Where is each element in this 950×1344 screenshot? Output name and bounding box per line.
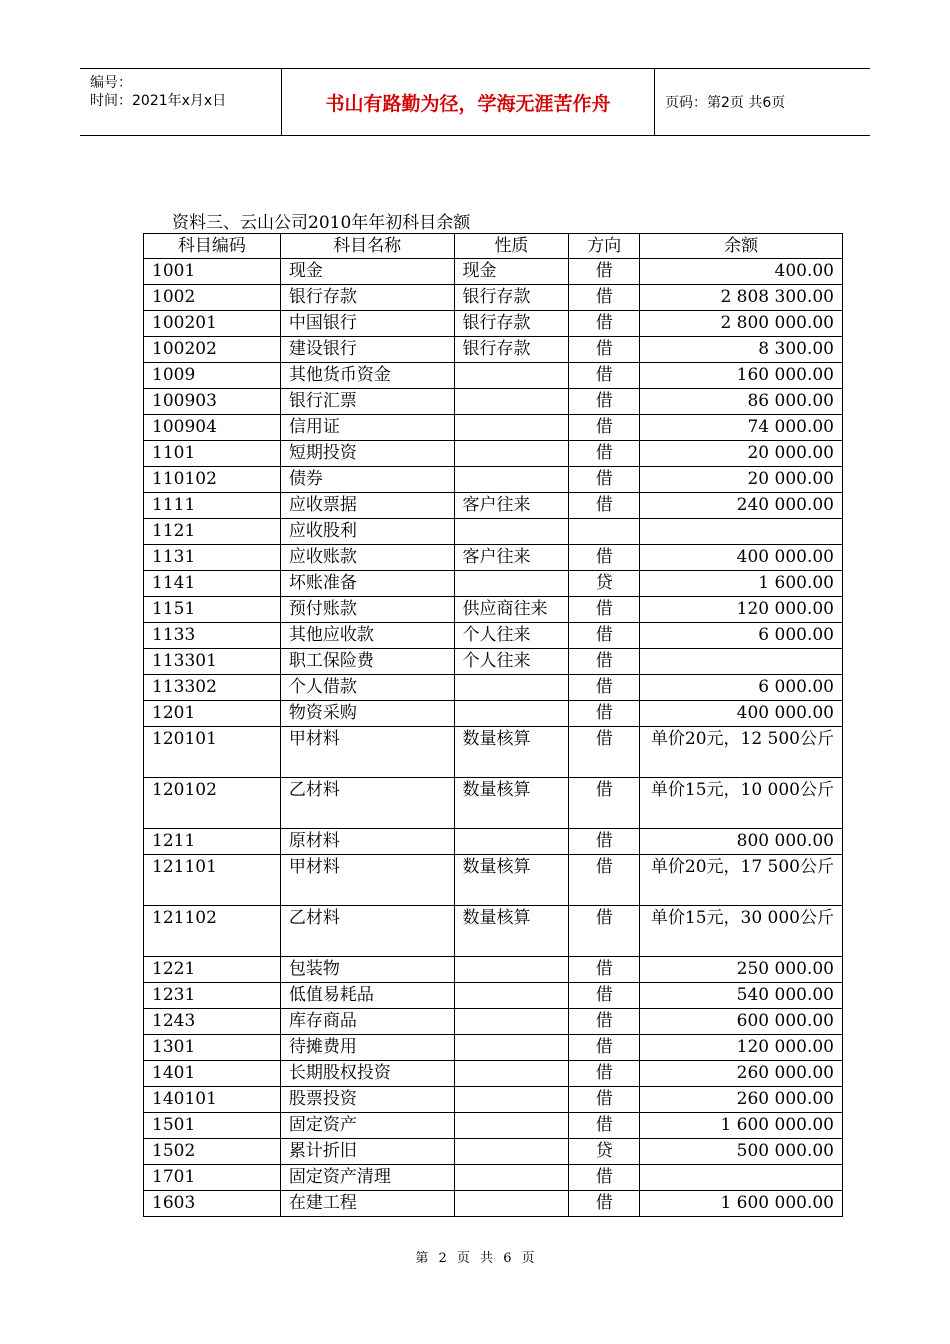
- cell-name: 银行汇票: [280, 389, 454, 415]
- cell-code: 1111: [144, 493, 281, 519]
- account-balance-table: [143, 233, 843, 1217]
- cell-name: 低值易耗品: [280, 983, 454, 1009]
- cell-name: 其他应收款: [280, 623, 454, 649]
- cell-nature: [454, 983, 569, 1009]
- cell-balance: 400 000.00: [640, 701, 843, 727]
- cell-code: 1133: [144, 623, 281, 649]
- cell-balance: 8 300.00: [640, 337, 843, 363]
- table-row: [144, 259, 843, 285]
- cell-nature: [454, 957, 569, 983]
- table-row: [144, 983, 843, 1009]
- cell-nature: [454, 1191, 569, 1217]
- cell-direction: 借: [569, 389, 640, 415]
- cell-code: 1141: [144, 571, 281, 597]
- cell-direction: 借: [569, 829, 640, 855]
- cell-nature: [454, 519, 569, 545]
- cell-code: 1502: [144, 1139, 281, 1165]
- cell-code: 1121: [144, 519, 281, 545]
- cell-code: 120102: [144, 778, 281, 829]
- table-row: [144, 778, 843, 829]
- cell-nature: [454, 1139, 569, 1165]
- cell-name: 应收票据: [280, 493, 454, 519]
- cell-code: 100202: [144, 337, 281, 363]
- cell-direction: 借: [569, 727, 640, 778]
- cell-direction: 借: [569, 957, 640, 983]
- table-row: [144, 675, 843, 701]
- header-direction: 方向: [569, 234, 640, 259]
- cell-code: 1002: [144, 285, 281, 311]
- cell-direction: 借: [569, 311, 640, 337]
- cell-code: 1101: [144, 441, 281, 467]
- cell-balance: 160 000.00: [640, 363, 843, 389]
- cell-direction: 贷: [569, 571, 640, 597]
- cell-name: 甲材料: [280, 855, 454, 906]
- cell-direction: 借: [569, 1009, 640, 1035]
- table-row: [144, 337, 843, 363]
- table-row: [144, 1009, 843, 1035]
- page-header: [80, 68, 870, 136]
- cell-code: 1201: [144, 701, 281, 727]
- cell-name: 现金: [280, 259, 454, 285]
- table-row: [144, 285, 843, 311]
- cell-balance: 单价20元，12 500公斤: [640, 727, 843, 778]
- cell-code: 120101: [144, 727, 281, 778]
- cell-name: 物资采购: [280, 701, 454, 727]
- cell-balance: 单价15元，10 000公斤: [640, 778, 843, 829]
- cell-name: 应收股利: [280, 519, 454, 545]
- table-row: [144, 545, 843, 571]
- cell-name: 银行存款: [280, 285, 454, 311]
- cell-direction: 借: [569, 363, 640, 389]
- cell-name: 固定资产: [280, 1113, 454, 1139]
- table-row: [144, 1061, 843, 1087]
- cell-nature: 数量核算: [454, 727, 569, 778]
- table-header-row: [144, 234, 843, 259]
- table-row: [144, 829, 843, 855]
- header-name: 科目名称: [280, 234, 454, 259]
- cell-code: 121102: [144, 906, 281, 957]
- cell-name: 在建工程: [280, 1191, 454, 1217]
- cell-balance: [640, 1165, 843, 1191]
- cell-code: 110102: [144, 467, 281, 493]
- cell-code: 1221: [144, 957, 281, 983]
- table-row: [144, 906, 843, 957]
- cell-code: 121101: [144, 855, 281, 906]
- cell-nature: 数量核算: [454, 855, 569, 906]
- header-motto: 书山有路勤为径，学海无涯苦作舟: [282, 69, 655, 135]
- cell-balance: 400 000.00: [640, 545, 843, 571]
- table-row: [144, 597, 843, 623]
- cell-name: 债券: [280, 467, 454, 493]
- cell-direction: 借: [569, 467, 640, 493]
- table-row: [144, 855, 843, 906]
- cell-balance: 20 000.00: [640, 441, 843, 467]
- cell-nature: [454, 1087, 569, 1113]
- cell-nature: 个人往来: [454, 623, 569, 649]
- cell-balance: 540 000.00: [640, 983, 843, 1009]
- cell-name: 甲材料: [280, 727, 454, 778]
- cell-code: 100201: [144, 311, 281, 337]
- cell-code: 1243: [144, 1009, 281, 1035]
- cell-nature: [454, 415, 569, 441]
- cell-nature: 数量核算: [454, 778, 569, 829]
- page-footer: 第 2 页 共 6 页: [415, 1251, 535, 1266]
- header-page-label: 页码：第2页 共6页: [665, 95, 786, 111]
- cell-nature: [454, 363, 569, 389]
- cell-direction: 借: [569, 623, 640, 649]
- cell-name: 应收账款: [280, 545, 454, 571]
- cell-direction: 借: [569, 906, 640, 957]
- table-caption: 资料三、云山公司2010年年初科目余额: [172, 213, 471, 233]
- table-row: [144, 389, 843, 415]
- cell-nature: 客户往来: [454, 493, 569, 519]
- number-label: 编号：: [90, 75, 132, 91]
- cell-direction: 借: [569, 855, 640, 906]
- cell-name: 坏账准备: [280, 571, 454, 597]
- cell-nature: [454, 1035, 569, 1061]
- cell-name: 固定资产清理: [280, 1165, 454, 1191]
- cell-direction: 借: [569, 441, 640, 467]
- cell-name: 股票投资: [280, 1087, 454, 1113]
- cell-direction: 借: [569, 1087, 640, 1113]
- table-row: [144, 1113, 843, 1139]
- cell-code: 1001: [144, 259, 281, 285]
- cell-balance: 2 800 000.00: [640, 311, 843, 337]
- cell-code: 1009: [144, 363, 281, 389]
- cell-balance: [640, 649, 843, 675]
- cell-code: 1211: [144, 829, 281, 855]
- cell-code: 1131: [144, 545, 281, 571]
- cell-name: 累计折旧: [280, 1139, 454, 1165]
- cell-name: 短期投资: [280, 441, 454, 467]
- cell-nature: [454, 701, 569, 727]
- cell-name: 包装物: [280, 957, 454, 983]
- cell-code: 1301: [144, 1035, 281, 1061]
- cell-name: 信用证: [280, 415, 454, 441]
- cell-code: 1501: [144, 1113, 281, 1139]
- cell-name: 长期股权投资: [280, 1061, 454, 1087]
- cell-direction: 借: [569, 778, 640, 829]
- cell-balance: 240 000.00: [640, 493, 843, 519]
- cell-nature: [454, 1113, 569, 1139]
- cell-nature: 数量核算: [454, 906, 569, 957]
- table-row: [144, 441, 843, 467]
- cell-nature: 客户往来: [454, 545, 569, 571]
- table-row: [144, 311, 843, 337]
- cell-name: 乙材料: [280, 906, 454, 957]
- cell-nature: [454, 829, 569, 855]
- cell-nature: [454, 441, 569, 467]
- cell-code: 1603: [144, 1191, 281, 1217]
- cell-name: 个人借款: [280, 675, 454, 701]
- cell-nature: 供应商往来: [454, 597, 569, 623]
- cell-nature: 个人往来: [454, 649, 569, 675]
- cell-direction: 借: [569, 1191, 640, 1217]
- header-code: 科目编码: [144, 234, 281, 259]
- cell-name: 职工保险费: [280, 649, 454, 675]
- header-meta: [80, 69, 282, 135]
- cell-direction: 贷: [569, 1139, 640, 1165]
- table-row: [144, 1165, 843, 1191]
- cell-direction: 借: [569, 1035, 640, 1061]
- cell-code: 140101: [144, 1087, 281, 1113]
- cell-balance: 单价15元，30 000公斤: [640, 906, 843, 957]
- cell-code: 1151: [144, 597, 281, 623]
- cell-nature: 银行存款: [454, 311, 569, 337]
- cell-code: 100903: [144, 389, 281, 415]
- cell-direction: 借: [569, 597, 640, 623]
- cell-nature: [454, 675, 569, 701]
- cell-nature: 现金: [454, 259, 569, 285]
- table-row: [144, 519, 843, 545]
- cell-direction: 借: [569, 545, 640, 571]
- cell-direction: 借: [569, 1061, 640, 1087]
- cell-balance: 6 000.00: [640, 675, 843, 701]
- cell-balance: 600 000.00: [640, 1009, 843, 1035]
- time-label: 时间：2021年x月x日: [90, 93, 227, 109]
- cell-name: 预付账款: [280, 597, 454, 623]
- cell-name: 中国银行: [280, 311, 454, 337]
- cell-direction: [569, 519, 640, 545]
- cell-code: 113301: [144, 649, 281, 675]
- cell-code: 1701: [144, 1165, 281, 1191]
- cell-nature: [454, 1165, 569, 1191]
- table-row: [144, 1087, 843, 1113]
- table-row: [144, 701, 843, 727]
- table-row: [144, 415, 843, 441]
- table-row: [144, 1139, 843, 1165]
- table-row: [144, 571, 843, 597]
- cell-code: 113302: [144, 675, 281, 701]
- cell-code: 1231: [144, 983, 281, 1009]
- cell-direction: 借: [569, 1113, 640, 1139]
- header-balance: 余额: [640, 234, 843, 259]
- cell-balance: 1 600.00: [640, 571, 843, 597]
- table-row: [144, 493, 843, 519]
- cell-code: 1401: [144, 1061, 281, 1087]
- cell-balance: [640, 519, 843, 545]
- table-row: [144, 467, 843, 493]
- cell-direction: 借: [569, 493, 640, 519]
- cell-direction: 借: [569, 983, 640, 1009]
- cell-direction: 借: [569, 675, 640, 701]
- cell-balance: 500 000.00: [640, 1139, 843, 1165]
- cell-direction: 借: [569, 649, 640, 675]
- table-row: [144, 957, 843, 983]
- cell-nature: [454, 467, 569, 493]
- cell-balance: 2 808 300.00: [640, 285, 843, 311]
- cell-balance: 400.00: [640, 259, 843, 285]
- table-row: [144, 623, 843, 649]
- table-row: [144, 727, 843, 778]
- cell-nature: 银行存款: [454, 337, 569, 363]
- cell-balance: 120 000.00: [640, 597, 843, 623]
- cell-direction: 借: [569, 1165, 640, 1191]
- cell-balance: 1 600 000.00: [640, 1113, 843, 1139]
- cell-balance: 260 000.00: [640, 1087, 843, 1113]
- cell-balance: 120 000.00: [640, 1035, 843, 1061]
- cell-name: 待摊费用: [280, 1035, 454, 1061]
- cell-direction: 借: [569, 259, 640, 285]
- cell-balance: 260 000.00: [640, 1061, 843, 1087]
- table-row: [144, 1191, 843, 1217]
- cell-name: 库存商品: [280, 1009, 454, 1035]
- cell-name: 其他货币资金: [280, 363, 454, 389]
- cell-nature: [454, 571, 569, 597]
- cell-nature: [454, 1009, 569, 1035]
- cell-code: 100904: [144, 415, 281, 441]
- cell-balance: 86 000.00: [640, 389, 843, 415]
- cell-direction: 借: [569, 701, 640, 727]
- cell-balance: 1 600 000.00: [640, 1191, 843, 1217]
- cell-balance: 74 000.00: [640, 415, 843, 441]
- table-row: [144, 363, 843, 389]
- cell-direction: 借: [569, 415, 640, 441]
- table-row: [144, 1035, 843, 1061]
- cell-direction: 借: [569, 337, 640, 363]
- cell-balance: 20 000.00: [640, 467, 843, 493]
- cell-name: 建设银行: [280, 337, 454, 363]
- cell-direction: 借: [569, 285, 640, 311]
- header-nature: 性质: [454, 234, 569, 259]
- table-body: [144, 259, 843, 1217]
- cell-nature: [454, 1061, 569, 1087]
- cell-balance: 800 000.00: [640, 829, 843, 855]
- cell-name: 乙材料: [280, 778, 454, 829]
- cell-balance: 250 000.00: [640, 957, 843, 983]
- cell-name: 原材料: [280, 829, 454, 855]
- cell-nature: [454, 389, 569, 415]
- cell-balance: 6 000.00: [640, 623, 843, 649]
- table-row: [144, 649, 843, 675]
- cell-nature: 银行存款: [454, 285, 569, 311]
- cell-balance: 单价20元，17 500公斤: [640, 855, 843, 906]
